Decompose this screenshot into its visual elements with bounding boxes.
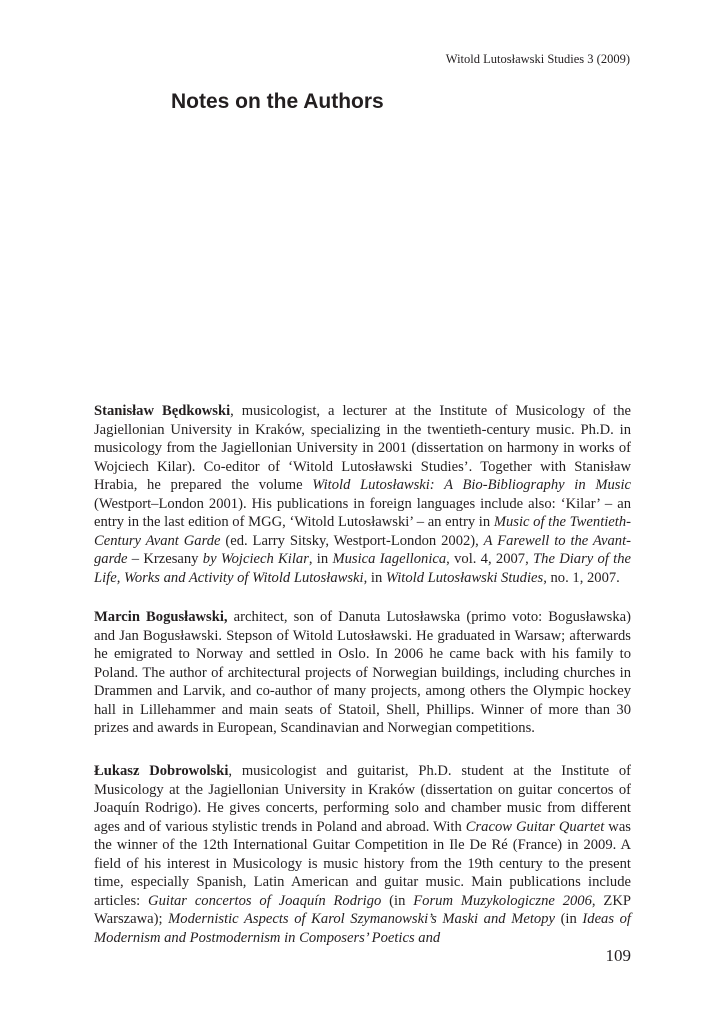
note-text: , in — [308, 551, 333, 567]
section-title: Notes on the Authors — [171, 90, 384, 113]
italic-title: A Farewell to the Avant-garde — [94, 532, 631, 567]
author-note-bedkowski — [94, 402, 631, 587]
italic-title: Forum Muzykologiczne 2006 — [413, 892, 592, 909]
running-head: Witold Lutosławski Studies 3 (2009) — [445, 52, 630, 66]
note-text: , ZKP Warszawa); — [94, 892, 631, 927]
note-text: (in — [381, 892, 414, 909]
author-note-boguslawski — [94, 608, 631, 738]
italic-title: Ideas of Modernism and Postmodernism in Composers’ Poetics and — [94, 911, 631, 946]
note-text: (Westport–London 2001). His publications in foreign languages include also: ‘Kilar’ – an entry in the last edition of MGG, ‘Witold Lutosławski’ – an entry in — [94, 495, 631, 530]
italic-title: Modernistic Aspects of Karol Szymanowski’s Maski and Metopy — [168, 911, 555, 927]
note-text: (in — [554, 911, 583, 927]
note-text: , musicologist and guitarist, Ph.D. student at the Institute of Musicology at the Jagiellonian University in Kraków (dissertation on guitar concertos of Joaquín Rodrigo). He gives concerts, performing solo and chamber music from different ages and of various stylistic trends in Poland and abroad. With — [94, 763, 631, 835]
italic-title: Musica Iagellonica — [332, 551, 447, 567]
note-text: was the winner of the 12th International Guitar Competition in Ile De Ré (France) in 2009. A field of his interest in Musicology is music history from the 19th century to the present time, especially Spanish, Latin American and guitar music. Main publications include articles: — [94, 818, 631, 909]
note-text: , no. 1, 2007. — [543, 569, 620, 586]
italic-title: by Wojciech Kilar — [202, 551, 309, 567]
note-text: , in — [363, 569, 386, 586]
note-text: , vol. 4, 2007, — [446, 551, 534, 567]
italic-title: Music of the Twentieth-Century Avant Garde — [94, 514, 631, 549]
note-text: – Krzesany — [127, 551, 203, 567]
author-note-dobrowolski — [94, 762, 631, 947]
italic-title: Witold Lutosławski: A Bio-Bibliography in Music — [312, 477, 631, 493]
note-text: (ed. Larry Sitsky, Westport-London 2002), — [220, 532, 484, 549]
italic-title: The Diary of the Life, Works and Activity of Witold Lutosławski — [94, 551, 631, 586]
page-number: 109 — [605, 946, 631, 965]
italic-title: Cracow Guitar Quartet — [465, 818, 605, 835]
note-text: , musicologist, a lecturer at the Institute of Musicology of the Jagiellonian University in Kraków, specializing in the twentieth-century music. Ph.D. in musicology from the Jagiellonian University in 2001 (dissertation on harmony in works of Wojciech Kilar). Co-editor of ‘Witold Lutosławski Studies’. Together with Stanisław Hrabia, he prepared the volume — [94, 403, 632, 493]
italic-title: Guitar concertos of Joaquín Rodrigo — [148, 892, 382, 909]
note-text: architect, son of Danuta Lutosławska (primo voto: Bogusławska) and Jan Bogusławski. Stepson of Witold Lutosławski. He graduated in Warsaw; afterwards he emigrated to Norway and settled in Oslo. In 2006 he came back with his family to Poland. The author of architectural projects of Norwegian buildings, including churches in Drammen and Larvik, and co-author of many projects, among others the Olympic hockey hall in Lillehammer and main seats of Statoil, Shell, Phillips. Winner of more than 30 prizes and awards in European, Scandinavian and Norwegian competitions. — [94, 609, 631, 736]
italic-title: Witold Lutosławski Studies — [385, 569, 544, 586]
author-name: Łukasz Dobrowolski — [94, 763, 229, 779]
author-name: Stanisław Będkowski — [94, 403, 231, 419]
author-name: Marcin Bogusławski, — [94, 609, 228, 625]
